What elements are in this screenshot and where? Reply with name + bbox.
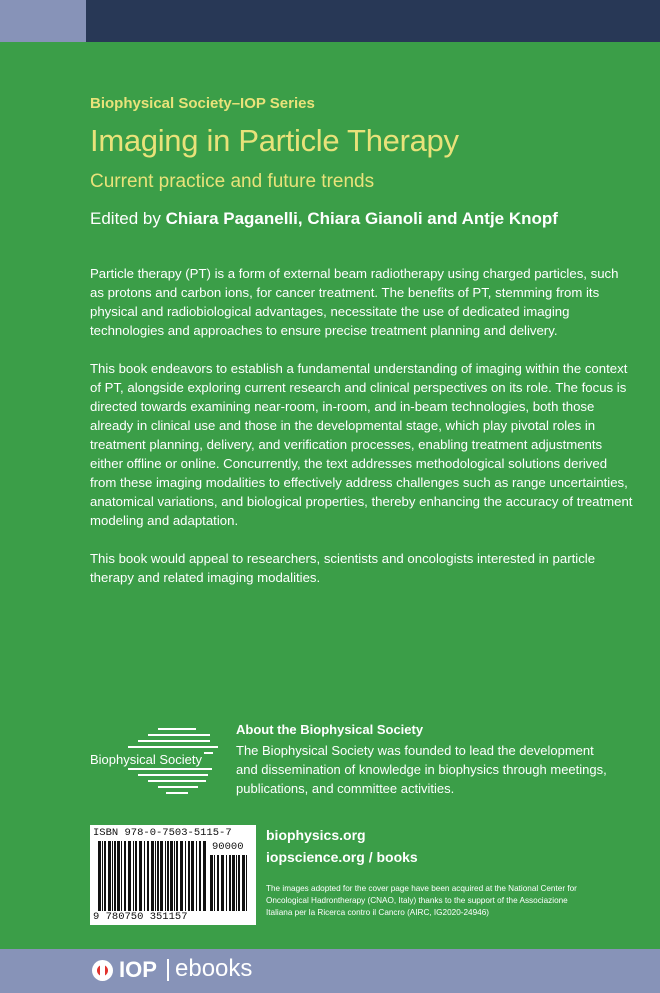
addon-code: 90000 — [212, 841, 244, 853]
iopscience-link[interactable]: iopscience.org / books — [266, 849, 418, 865]
top-bar-accent — [0, 0, 86, 42]
barcode-bar — [155, 841, 156, 911]
biophysical-society-logo — [90, 722, 220, 797]
barcode-bar — [242, 855, 245, 911]
barcode-bar — [191, 841, 194, 911]
isbn-barcode — [90, 825, 256, 925]
barcode-bar — [232, 855, 235, 911]
barcode-bar — [135, 841, 137, 911]
about-text: The Biophysical Society was founded to lead the development and dissemination of knowledge in biophysics through meetings, publications, and committee activities. — [236, 743, 607, 796]
barcode-bar — [151, 841, 154, 911]
barcode-bar — [229, 855, 231, 911]
editors-names: Chiara Paganelli, Chiara Gianoli and Antje Knopf — [165, 209, 558, 228]
barcode-bar — [157, 841, 159, 911]
description-paragraph: Particle therapy (PT) is a form of external beam radiotherapy using charged particles, such as protons and carbon ions, for cancer treatment. The benefits of PT, stemming from its physical and radiobiological advantages, necessitate the use of dedicated imaging technologies and approaches to ensure precise treatment planning and delivery. — [90, 266, 619, 338]
barcode-bar — [217, 855, 219, 911]
barcode-addon-bars — [210, 855, 250, 911]
editors-line — [90, 209, 558, 229]
barcode-bar — [121, 841, 122, 911]
barcode-bar — [112, 841, 113, 911]
barcode-bar — [226, 855, 227, 911]
barcode-bar — [147, 841, 149, 911]
about-heading: About the Biophysical Society — [236, 722, 424, 737]
barcode-bar — [246, 855, 247, 911]
barcode-bar — [238, 855, 240, 911]
description-paragraph: This book would appeal to researchers, scientists and oncologists interested in particle therapy and related imaging modalities. — [90, 551, 596, 585]
barcode-bar — [139, 841, 142, 911]
barcode-bar — [236, 855, 237, 911]
book-subtitle: Current practice and future trends — [90, 171, 375, 192]
barcode-bar — [214, 855, 215, 911]
barcode-bar — [203, 841, 206, 911]
barcode-bar — [188, 841, 190, 911]
editors-prefix: Edited by — [90, 209, 166, 228]
ebooks-label: ebooks — [175, 955, 253, 982]
image-credit: The images adopted for the cover page have been acquired at the National Center for Oncological Hadrontherapy (CNAO, Italy) thanks to the support of the Associazione Italiana per la Ricerca contro il Cancro (AIRC, IG2020-24946) — [266, 884, 577, 917]
barcode-bar — [185, 841, 186, 911]
ean-text: 9 780750 351157 — [93, 911, 188, 923]
barcode-bar — [165, 841, 166, 911]
barcode-bar — [117, 841, 120, 911]
barcode-bar — [210, 855, 213, 911]
book-description — [90, 264, 635, 606]
barcode-bar — [199, 841, 201, 911]
description-paragraph: This book endeavors to establish a fundamental understanding of imaging within the context of PT, alongside exploring current research and clinical perspectives on its role. The focus is directed towards examining near-room, in-room, and in-beam technologies, both those already in clinical use and those in the developmental stage, which play pivotal roles in treatment planning, delivery, and verification processes, enabling treatment adjustments either offline or online. Concurrently, the text addresses methodological solutions derived from these imaging modalities to effectively address challenges such as range uncertainties, anatomical variations, and biological properties, thereby enhancing the accuracy of treatment modeling and adaptation. — [90, 361, 633, 528]
barcode-bar — [104, 841, 106, 911]
barcode-bar — [98, 841, 101, 911]
top-bar — [0, 0, 660, 42]
barcode-bar — [167, 841, 169, 911]
barcode-bars — [98, 841, 208, 911]
biophysics-link[interactable]: biophysics.org — [266, 827, 366, 843]
barcode-bar — [108, 841, 111, 911]
barcode-bar — [174, 841, 175, 911]
barcode-bar — [180, 841, 183, 911]
barcode-bar — [114, 841, 116, 911]
barcode-bar — [221, 855, 224, 911]
barcode-bar — [196, 841, 197, 911]
barcode-bar — [170, 841, 173, 911]
footer-divider — [167, 959, 169, 981]
barcode-bar — [102, 841, 103, 911]
isbn-text: ISBN 978-0-7503-5115-7 — [93, 827, 232, 839]
iop-brand: IOP — [119, 957, 157, 982]
barcode-bar — [128, 841, 131, 911]
barcode-bar — [160, 841, 163, 911]
logo-text: Biophysical Society — [90, 752, 202, 767]
barcode-bar — [124, 841, 126, 911]
series-name: Biophysical Society–IOP Series — [90, 95, 315, 112]
barcode-bar — [144, 841, 145, 911]
iop-logo-icon — [92, 960, 113, 981]
book-title: Imaging in Particle Therapy — [90, 123, 459, 158]
barcode-bar — [176, 841, 178, 911]
barcode-bar — [133, 841, 134, 911]
